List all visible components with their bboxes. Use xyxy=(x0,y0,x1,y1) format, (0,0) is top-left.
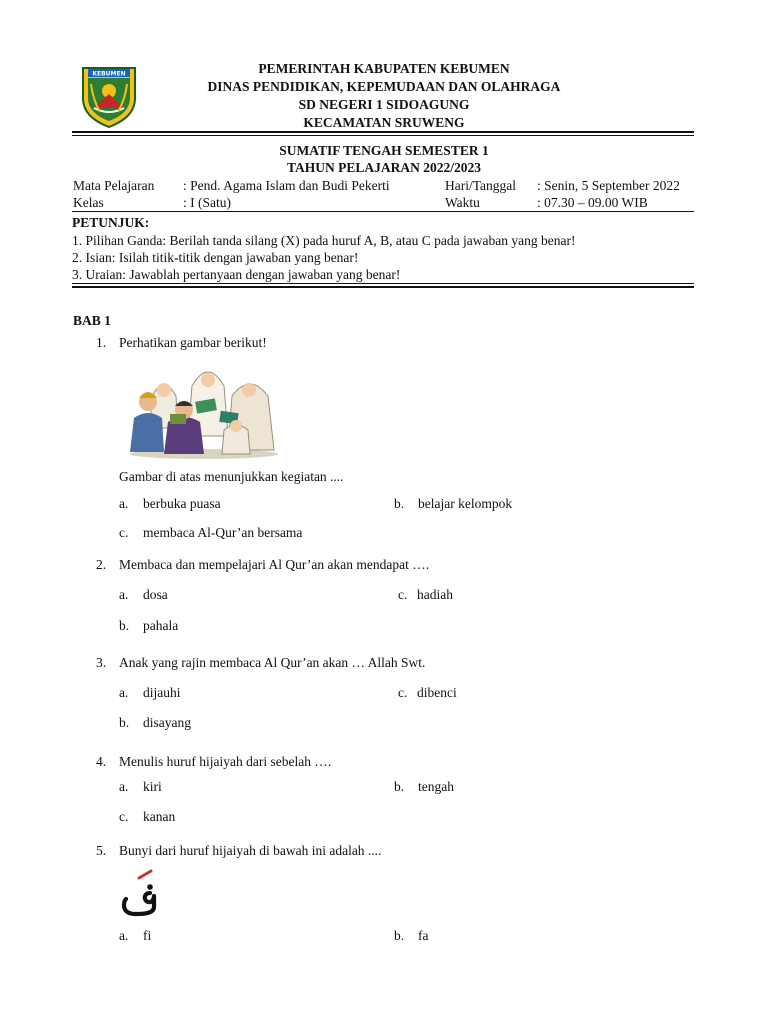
option-letter: b. xyxy=(394,496,405,511)
day-label: Hari/Tanggal xyxy=(445,178,517,193)
option-letter: c. xyxy=(398,685,408,700)
exam-title: SUMATIF TENGAH SEMESTER 1 xyxy=(279,143,489,158)
gov-title: PEMERINTAH KABUPATEN KEBUMEN xyxy=(258,61,510,76)
class-value: : I (Satu) xyxy=(183,195,231,210)
instruction-item: 2. Isian: Isilah titik-titik dengan jawaban yang benar! xyxy=(72,250,359,265)
option-letter: c. xyxy=(119,525,129,540)
subject-value: : Pend. Agama Islam dan Budi Pekerti xyxy=(183,178,390,193)
option-text: dijauhi xyxy=(143,685,181,700)
question-number: 1. xyxy=(96,335,107,350)
header-divider-thin xyxy=(72,135,694,136)
option-text: kiri xyxy=(143,779,162,794)
answer-option xyxy=(119,809,175,825)
option-letter: a. xyxy=(119,496,129,511)
district-title: KECAMATAN SRUWENG xyxy=(303,115,465,130)
question-number: 3. xyxy=(96,655,107,670)
option-letter: b. xyxy=(119,618,130,633)
answer-option xyxy=(119,715,191,731)
school-title: SD NEGERI 1 SIDOAGUNG xyxy=(298,97,470,112)
question-text: Menulis huruf hijaiyah dari sebelah …. xyxy=(119,754,332,769)
option-text: tengah xyxy=(418,779,454,794)
option-letter: a. xyxy=(119,685,129,700)
option-text: pahala xyxy=(143,618,179,633)
question-text: Anak yang rajin membaca Al Qur’an akan … Allah Swt. xyxy=(119,655,426,670)
question-subtext: Gambar di atas menunjukkan kegiatan .... xyxy=(119,469,344,484)
option-letter: b. xyxy=(394,928,405,943)
instructions-divider-thin xyxy=(72,283,694,284)
header-divider-thick xyxy=(72,131,694,133)
option-letter: b. xyxy=(119,715,130,730)
time-value: : 07.30 – 09.00 WIB xyxy=(537,195,648,210)
option-text: dibenci xyxy=(417,685,457,700)
option-text: berbuka puasa xyxy=(143,496,221,511)
question-number: 2. xyxy=(96,557,107,572)
arabic-letter-fa-fathah xyxy=(118,866,162,922)
answer-option xyxy=(119,928,151,944)
class-label: Kelas xyxy=(73,195,104,210)
answer-option xyxy=(119,685,181,701)
answer-option xyxy=(398,685,457,701)
day-value: : Senin, 5 September 2022 xyxy=(537,178,680,193)
option-letter: a. xyxy=(119,779,129,794)
question-text: Perhatikan gambar berikut! xyxy=(119,335,267,350)
option-text: membaca Al-Qur’an bersama xyxy=(143,525,303,540)
question-text: Membaca dan mempelajari Al Qur’an akan mendapat …. xyxy=(119,557,430,572)
question-text: Bunyi dari huruf hijaiyah di bawah ini adalah .... xyxy=(119,843,382,858)
dept-title: DINAS PENDIDIKAN, KEPEMUDAAN DAN OLAHRAGA xyxy=(207,79,561,94)
option-text: dosa xyxy=(143,587,168,602)
answer-option xyxy=(119,779,162,795)
option-letter: c. xyxy=(398,587,408,602)
time-label: Waktu xyxy=(445,195,480,210)
answer-option xyxy=(394,779,454,795)
instructions-title: PETUNJUK: xyxy=(72,215,150,230)
section-title: BAB 1 xyxy=(73,313,111,328)
question-number: 4. xyxy=(96,754,107,769)
subject-label: Mata Pelajaran xyxy=(73,178,155,193)
instruction-item: 1. Pilihan Ganda: Berilah tanda silang (X) pada huruf A, B, atau C pada jawaban yang benar! xyxy=(72,233,576,248)
answer-option xyxy=(398,587,453,603)
info-divider xyxy=(72,211,694,212)
question-number: 5. xyxy=(96,843,107,858)
option-text: fi xyxy=(143,928,152,943)
instructions-divider-thick xyxy=(72,286,694,288)
option-text: hadiah xyxy=(417,587,453,602)
option-letter: c. xyxy=(119,809,129,824)
children-reading-quran-illustration xyxy=(124,356,282,460)
option-text: disayang xyxy=(143,715,191,730)
option-text: fa xyxy=(418,928,429,943)
answer-option xyxy=(119,587,168,603)
option-letter: b. xyxy=(394,779,405,794)
answer-option xyxy=(119,525,302,541)
answer-option xyxy=(394,928,429,944)
answer-option xyxy=(119,496,221,512)
option-text: belajar kelompok xyxy=(418,496,513,511)
answer-option xyxy=(394,496,512,512)
instruction-item: 3. Uraian: Jawablah pertanyaan dengan jawaban yang benar! xyxy=(72,267,401,282)
svg-text:KEBUMEN: KEBUMEN xyxy=(92,70,126,78)
option-text: kanan xyxy=(143,809,176,824)
option-letter: a. xyxy=(119,928,129,943)
option-letter: a. xyxy=(119,587,129,602)
answer-option xyxy=(119,618,178,634)
exam-year: TAHUN PELAJARAN 2022/2023 xyxy=(286,160,481,175)
